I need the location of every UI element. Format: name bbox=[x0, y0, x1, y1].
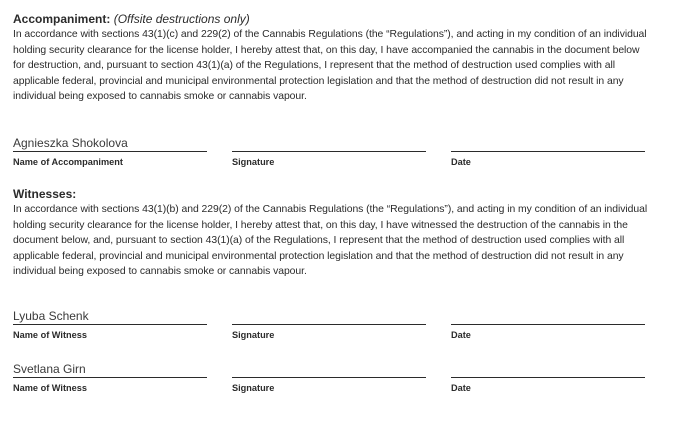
witness-date-label: Date bbox=[451, 382, 471, 393]
witness-date-line bbox=[451, 324, 645, 325]
witness-signature-field[interactable] bbox=[232, 308, 426, 341]
accompaniment-note: (Offsite destructions only) bbox=[113, 12, 250, 26]
witness-name-line bbox=[13, 377, 207, 378]
witness-date-field[interactable] bbox=[451, 308, 645, 341]
witness-signature-value[interactable] bbox=[232, 308, 426, 324]
accompaniment-signature-value[interactable] bbox=[232, 135, 426, 151]
witnesses-section bbox=[13, 187, 653, 401]
witness-signature-label: Signature bbox=[232, 329, 275, 340]
accompaniment-name-field[interactable] bbox=[13, 135, 207, 168]
accompaniment-date-field[interactable] bbox=[451, 135, 645, 168]
accompaniment-signature-row bbox=[13, 135, 653, 175]
accompaniment-name-value[interactable]: Agnieszka Shokolova bbox=[13, 135, 128, 150]
accompaniment-date-label: Date bbox=[451, 156, 471, 167]
witness-name-label: Name of Witness bbox=[13, 382, 87, 393]
witness-name-label: Name of Witness bbox=[13, 329, 87, 340]
witnesses-paragraph: In accordance with sections 43(1)(b) and 229(2) of the Cannabis Regulations (the “Regulations”), and acting in my condition of an individual holding security clearance for the license holder, I hereby attest that, on this day, I have witnessed the destruction of the cannabis in the document below, and, pursuant to section 43(1)(a) of the Regulations, I represent that the method of destruction used complies with all applicable federal, provincial and municipal environmental protection legislation and that the method of destruction did not result in any individual being exposed to cannabis smoke or cannabis vapour. bbox=[13, 203, 648, 278]
accompaniment-paragraph: In accordance with sections 43(1)(c) and 229(2) of the Cannabis Regulations (the “Regulations”), and acting in my condition of an individual holding security clearance for the license holder, I hereby attest that, on this day, I have accompanied the cannabis in the document below for destruction, and, pursuant to section 43(1)(a) of the Regulations, I represent that the method of destruction used complies with all applicable federal, provincial and municipal environmental protection legislation and that the method of destruction did not result in any individual being exposed to cannabis smoke or cannabis vapour. bbox=[13, 29, 647, 103]
witness-signature-value[interactable] bbox=[232, 361, 426, 377]
witness-name-value[interactable]: Svetlana Girn bbox=[13, 361, 86, 376]
witness-signature-line bbox=[232, 324, 426, 325]
accompaniment-heading bbox=[13, 12, 653, 26]
accompaniment-signature-field[interactable] bbox=[232, 135, 426, 168]
witness-date-line bbox=[451, 377, 645, 378]
witness-signature-row bbox=[13, 361, 653, 401]
destruction-attestation-form bbox=[13, 12, 653, 401]
witness-date-value[interactable] bbox=[451, 361, 645, 377]
accompaniment-signature-label: Signature bbox=[232, 156, 275, 167]
accompaniment-date-line bbox=[451, 151, 645, 152]
witnesses-title: Witnesses: bbox=[13, 186, 77, 201]
witness-date-field[interactable] bbox=[451, 361, 645, 394]
witness-signature-field[interactable] bbox=[232, 361, 426, 394]
accompaniment-name-label: Name of Accompaniment bbox=[13, 156, 123, 167]
witness-name-field[interactable] bbox=[13, 308, 207, 341]
witness-signature-line bbox=[232, 377, 426, 378]
witness-signature-label: Signature bbox=[232, 382, 275, 393]
accompaniment-title: Accompaniment: bbox=[13, 12, 111, 26]
accompaniment-name-line bbox=[13, 151, 207, 152]
witness-date-label: Date bbox=[451, 329, 471, 340]
accompaniment-section bbox=[13, 12, 653, 175]
witness-name-value[interactable]: Lyuba Schenk bbox=[13, 308, 89, 323]
witness-name-line bbox=[13, 324, 207, 325]
accompaniment-signature-line bbox=[232, 151, 426, 152]
accompaniment-date-value[interactable] bbox=[451, 135, 645, 151]
witness-date-value[interactable] bbox=[451, 308, 645, 324]
witness-name-field[interactable] bbox=[13, 361, 207, 394]
witnesses-heading bbox=[13, 187, 653, 201]
witness-signature-row bbox=[13, 308, 653, 348]
